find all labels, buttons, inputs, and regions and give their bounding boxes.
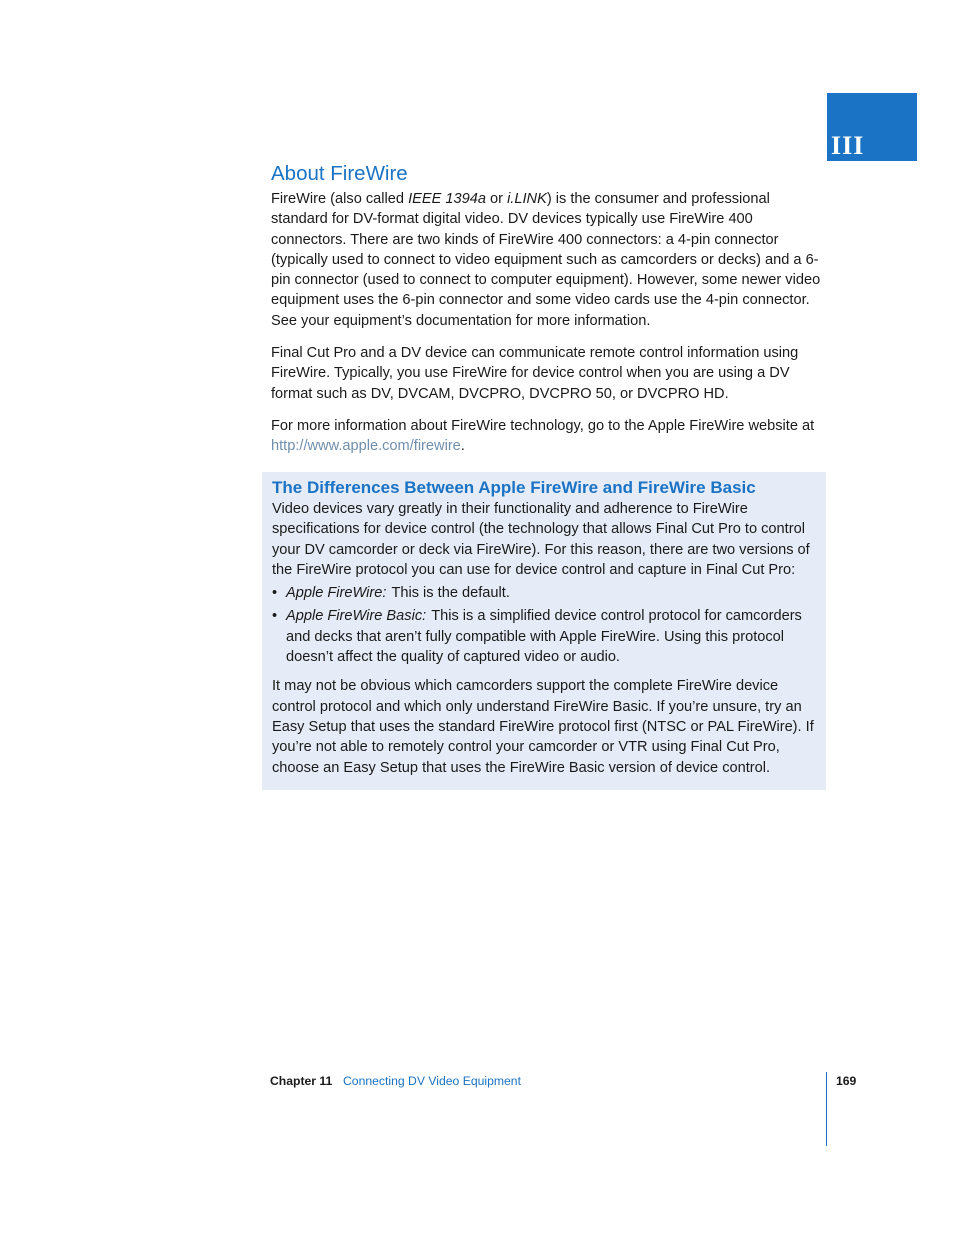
- part-number: III: [831, 131, 865, 160]
- paragraph-intro: FireWire (also called IEEE 1394a or i.LINK) is the consumer and professional standard for DV-format digital video. DV devices typically use FireWire 400 connectors. There are two kinds of FireWire 400 connectors: a 4-pin connector (typically used to connect to video equipment such as camcorders or decks) and a 6-pin connector (used to connect to computer equipment). However, some newer video equipment uses the 6-pin connector and some video cards use the 4-pin connector. See your equipment’s documentation for more information.: [271, 191, 821, 329]
- list-item: • Apple FireWire Basic: This is a simplified device control protocol for camcorders and decks that aren’t fully compatible with Apple FireWire. Using this protocol doesn’t affect the quality of captured video or audio.: [272, 608, 802, 666]
- bullet-icon: •: [272, 585, 278, 602]
- callout-title: The Differences Between Apple FireWire and FireWire Basic: [272, 478, 756, 497]
- bullet-icon: •: [272, 608, 278, 625]
- term-ilink: i.LINK: [507, 191, 547, 207]
- callout-intro: Video devices vary greatly in their functionality and adherence to FireWire specifications for device control (the technology that allows Final Cut Pro to control your DV camcorder or deck via FireWire). For this reason, there are two versions of the FireWire protocol you can use for device control and capture in Final Cut Pro:: [272, 501, 810, 578]
- footer-chapter-title: Connecting DV Video Equipment: [343, 1074, 521, 1088]
- firewire-website-link[interactable]: http://www.apple.com/firewire: [271, 438, 461, 455]
- term-ieee: IEEE 1394a: [408, 191, 486, 207]
- page-number: 169: [836, 1074, 857, 1088]
- bullet-list: [272, 583, 817, 667]
- paragraph-device-control: Final Cut Pro and a DV device can communicate remote control information using FireWire. Typically, you use FireWire for device control when you are using a DV format such as DV, DVCAM, DVCPRO, DVCPRO 50, or DVCPRO HD.: [271, 345, 799, 402]
- footer-divider: [826, 1072, 827, 1146]
- part-tab: [827, 93, 917, 161]
- footer-chapter: Chapter 11: [270, 1074, 333, 1088]
- main-content: [271, 160, 826, 457]
- paragraph-more-info: For more information about FireWire technology, go to the Apple FireWire website at http://www.apple.com/firewire.: [271, 417, 815, 455]
- callout-closing: It may not be obvious which camcorders support the complete FireWire device control protocol and which only understand FireWire Basic. If you’re unsure, try an Easy Setup that uses the standard FireWire protocol first (NTSC or PAL FireWire). If you’re not able to remotely control your camcorder or VTR using Final Cut Pro, choose an Easy Setup that uses the FireWire Basic version of device control.: [272, 678, 814, 776]
- list-item: • Apple FireWire: This is the default.: [272, 583, 817, 603]
- section-title: About FireWire: [271, 162, 408, 185]
- sidebar-callout: [262, 472, 826, 790]
